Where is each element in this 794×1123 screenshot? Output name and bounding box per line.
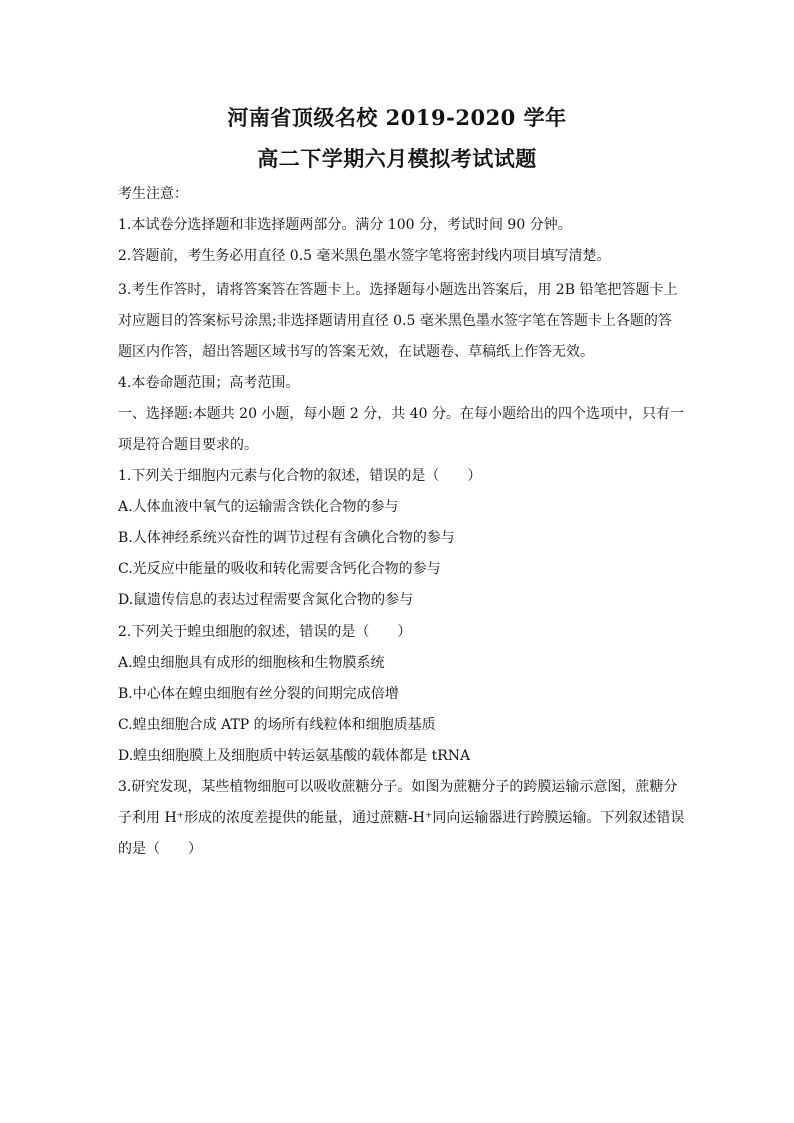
notice-item-4: 4.本卷命题范围；高考范围。	[118, 375, 300, 391]
exam-title-line1: 河南省顶级名校 2019-2020 学年	[227, 105, 567, 130]
notice-item-1: 1.本试卷分选择题和非选择题两部分。满分 100 分，考试时间 90 分钟。	[118, 217, 572, 233]
question-3-stem-line1: 3.研究发现，某些植物细胞可以吸收蔗糖分子。如图为蔗糖分子的跨膜运输示意图，蔗糖分	[118, 779, 678, 795]
notice-item-3-line3: 题区内作答，超出答题区域书写的答案无效，在试题卷、草稿纸上作答无效。	[118, 344, 594, 360]
question-1-option-a: A.人体血液中氧气的运输需含铁化合物的参与	[118, 499, 399, 515]
question-2-option-b: B.中心体在蝗虫细胞有丝分裂的间期完成倍增	[118, 686, 399, 702]
section-intro-line1: 一、选择题:本题共 20 小题，每小题 2 分，共 40 分。在每小题给出的四个选项中，只有一	[118, 406, 684, 422]
question-1-option-c: C.光反应中能量的吸收和转化需要含钙化合物的参与	[118, 561, 441, 577]
question-2-stem: 2.下列关于蝗虫细胞的叙述，错误的是（ ）	[118, 624, 412, 640]
question-3-stem-line3: 的是（ ）	[118, 841, 202, 857]
question-2-option-d: D.蝗虫细胞膜上及细胞质中转运氨基酸的载体都是 tRNA	[118, 748, 471, 764]
notice-heading: 考生注意：	[118, 186, 188, 202]
notice-item-3-line1: 3.考生作答时，请将答案答在答题卡上。选择题每小题选出答案后，用 2B 铅笔把答题卡上	[118, 282, 678, 298]
section-intro-line2: 项是符合题目要求的。	[118, 437, 258, 453]
question-2-option-c: C.蝗虫细胞合成 ATP 的场所有线粒体和细胞质基质	[118, 717, 436, 733]
notice-item-3-line2: 对应题目的答案标号涂黑;非选择题请用直径 0.5 毫米黑色墨水签字笔在答题卡上各题的答	[118, 313, 672, 329]
question-1-option-d: D.鼠遗传信息的表达过程需要含氮化合物的参与	[118, 592, 414, 608]
exam-title-line2: 高二下学期六月模拟考试试题	[257, 146, 537, 171]
question-2-option-a: A.蝗虫细胞具有成形的细胞核和生物膜系统	[118, 655, 385, 671]
question-3-stem-line2: 子利用 H⁺形成的浓度差提供的能量，通过蔗糖-H⁺同向运输器进行跨膜运输。下列叙述错误	[118, 810, 685, 826]
question-1-option-b: B.人体神经系统兴奋性的调节过程有含碘化合物的参与	[118, 530, 455, 546]
question-1-stem: 1.下列关于细胞内元素与化合物的叙述，错误的是（ ）	[118, 468, 482, 484]
notice-item-2: 2.答题前，考生务必用直径 0.5 毫米黑色墨水签字笔将密封线内项目填写清楚。	[118, 248, 611, 264]
